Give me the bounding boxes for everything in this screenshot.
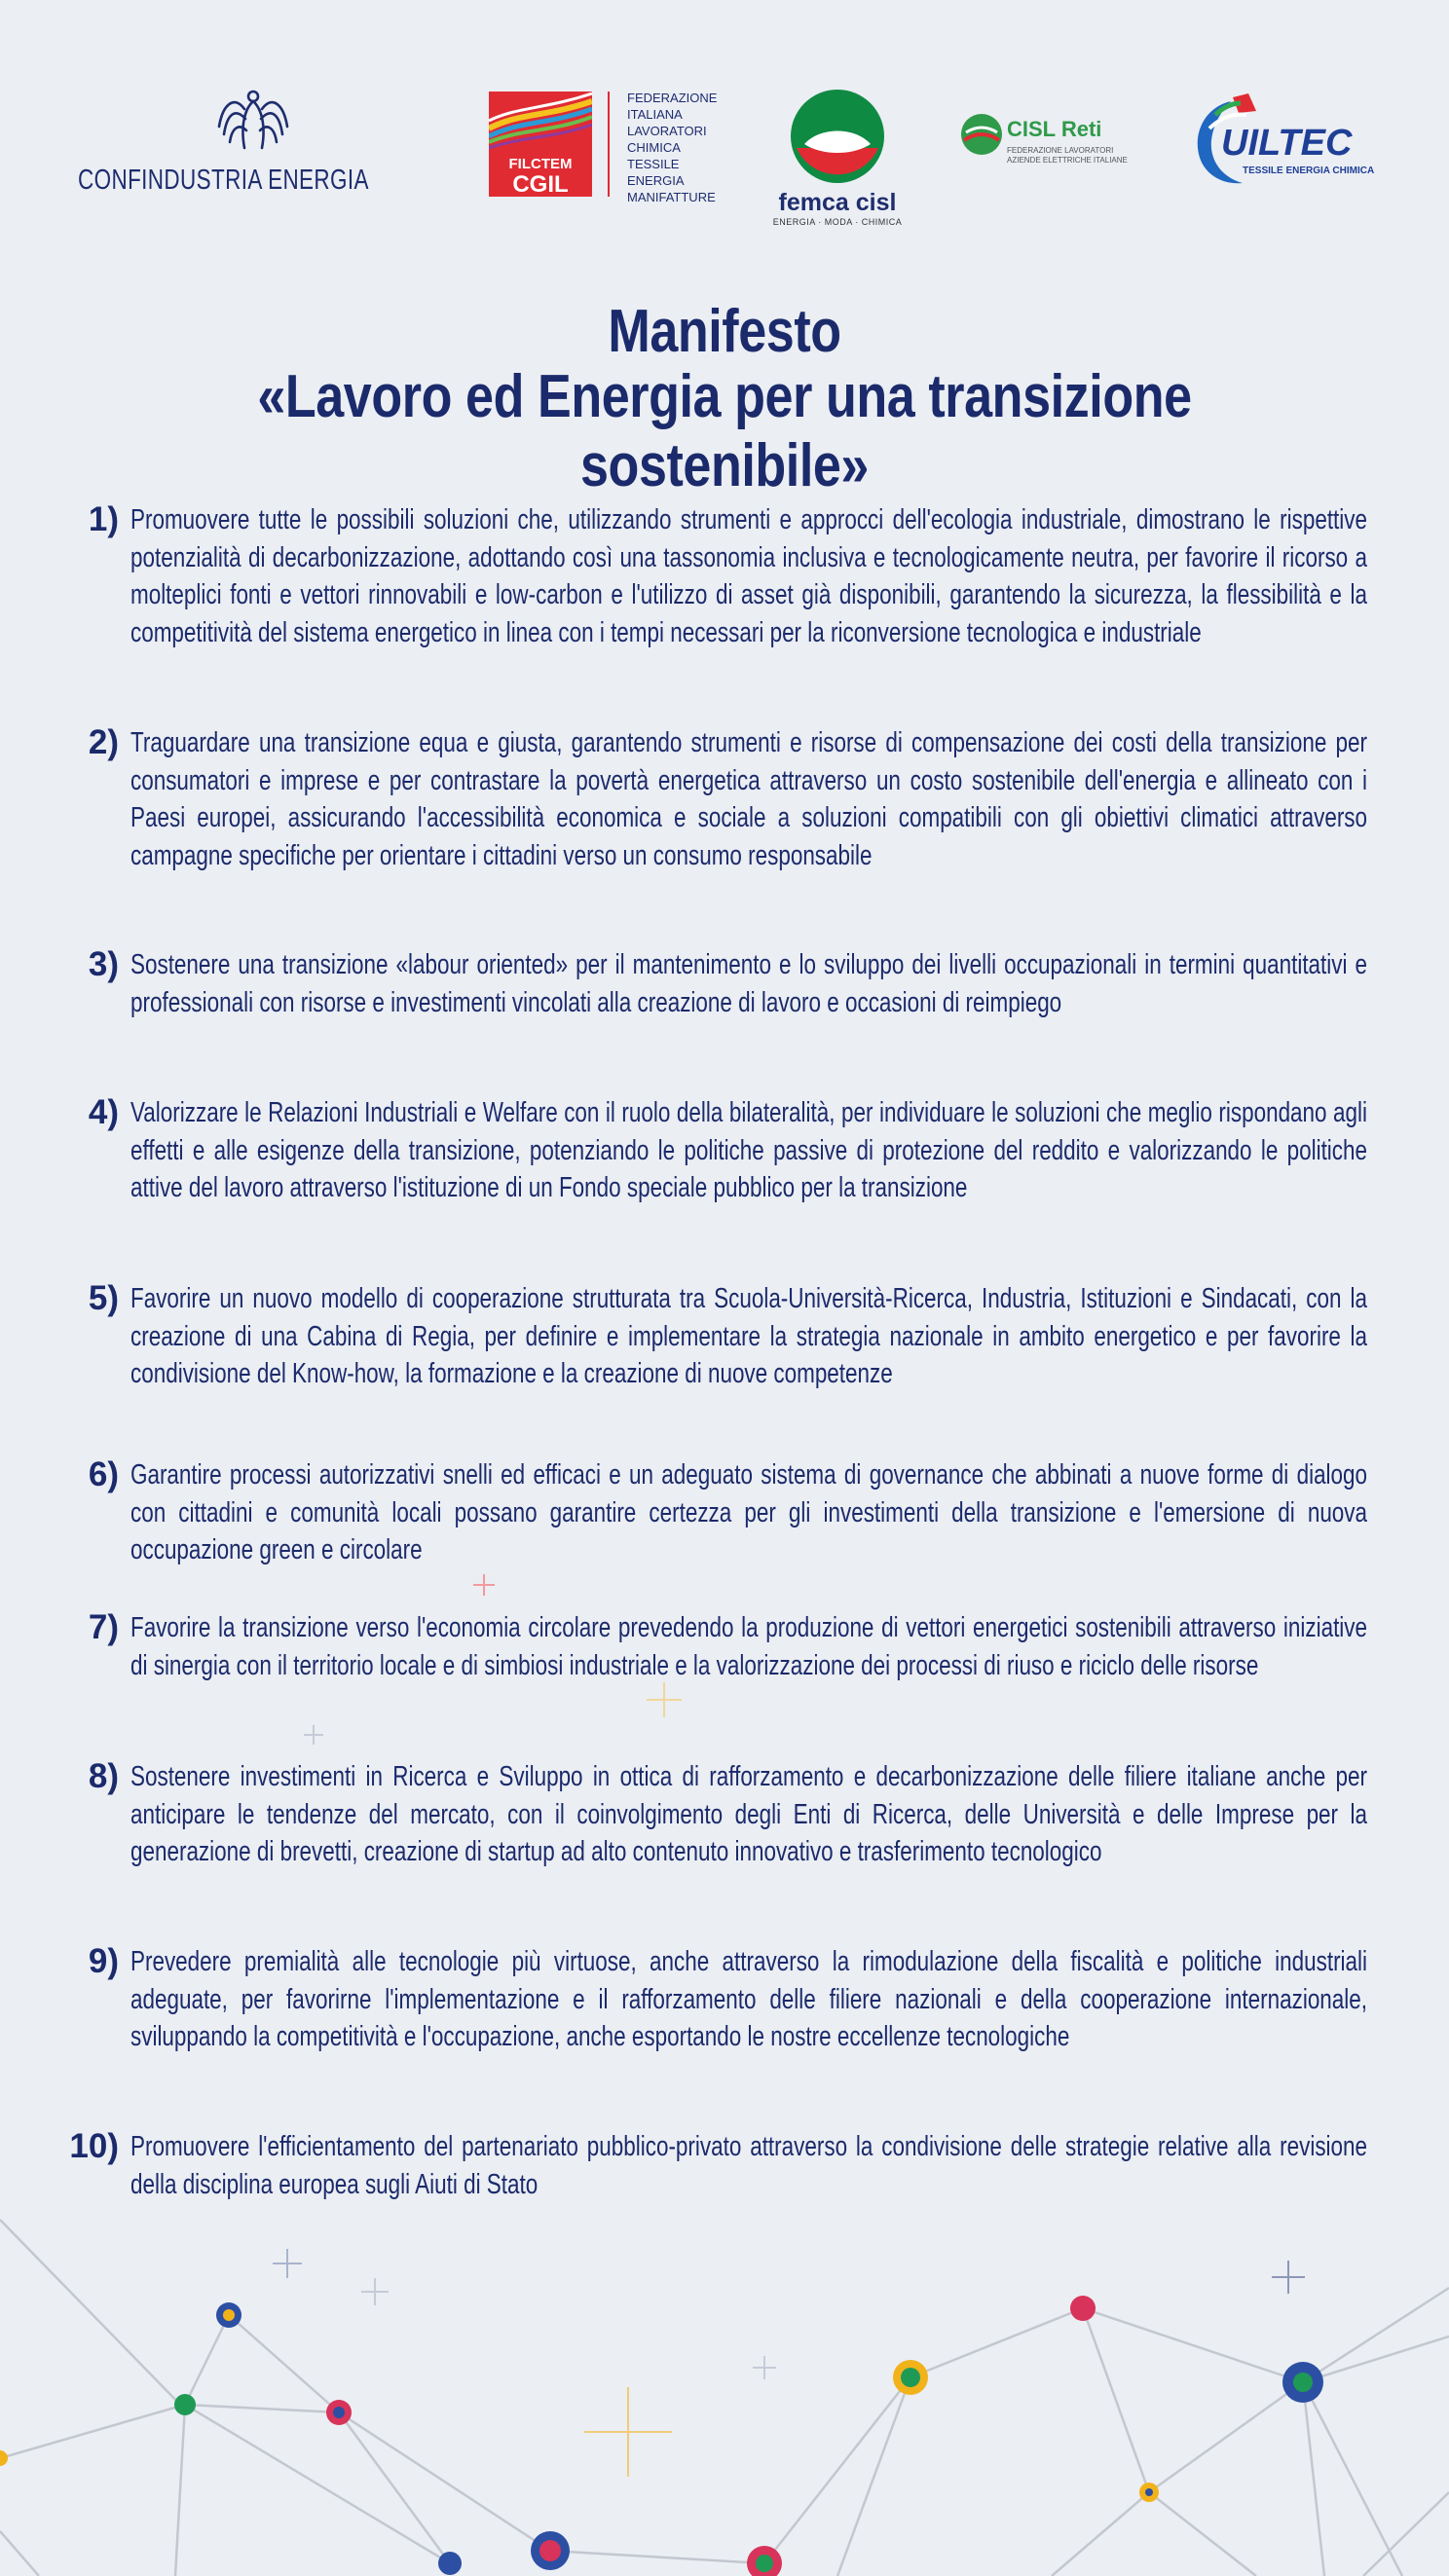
- item-text: Favorire la transizione verso l'economia circolare prevedendo la produzione di vettori energetici sostenibili attraverso iniziative di sinergia con il territorio locale e di simbiosi industriale e la valorizzazione dei processi di riuso e riciclo delle risorse: [130, 1612, 1368, 1681]
- filctem-federation-lines: [627, 90, 717, 205]
- item-number: 1): [88, 500, 119, 538]
- item-text: Promuovere tutte le possibili soluzioni che, utilizzando strumenti e approcci dell'ecologia industriale, dimostrano le rispettive potenzialità di decarbonizzazione, adottando così una tassonomia inclusiva e tecnologicamente neutra, per favorire il ricorso a molteplici fonti e vettori rinnovabili e low-carbon e l'utilizzo di asset già disponibili, garantendo la sicurezza, la flessibilità e la competitività del sistema energetico in linea con i tempi necessari per la riconversione tecnologica e industriale: [130, 504, 1368, 648]
- uiltec-name: UILTEC: [1221, 123, 1353, 164]
- filctem-line: LAVORATORI: [627, 124, 707, 138]
- filctem-line: MANIFATTURE: [627, 190, 716, 204]
- flaei-badge-icon: [960, 113, 1003, 156]
- cgil-label: CGIL: [512, 171, 569, 197]
- item-text: Favorire un nuovo modello di cooperazione strutturata tra Scuola-Università-Ricerca, Industria, Istituzioni e Sindacati, con la creazione di una Cabina di Regia, per definire e implementare la strategia nazionale in ambito energetico e per favorire la condivisione del Know-how, la formazione e la creazione di nuove competenze: [130, 1283, 1368, 1389]
- item-text: Traguardare una transizione equa e giusta, garantendo strumenti e risorse di compensazione dei costi della transizione per consumatori e imprese e per contrastare la povertà energetica attraverso un costo sostenibile dell'energia e allineato con i Paesi europei, assicurando l'accessibilità economica e sociale a soluzioni compatibili con gli obiettivi climatici attraverso campagne specifiche per orientare i cittadini verso un consumo responsabile: [130, 727, 1368, 871]
- item-number: 10): [69, 2127, 119, 2165]
- filctem-label: FILCTEM: [508, 156, 573, 172]
- uiltec-logo: [1188, 93, 1383, 201]
- femca-cisl-logo: [769, 88, 906, 234]
- title-line-2: «Lavoro ed Energia per una transizione sostenibile»: [257, 363, 1192, 499]
- item-text: Garantire processi autorizzativi snelli ed efficaci e un adeguato sistema di governance che abbinati a nuove forme di dialogo con cittadini e comunità locali possano garantire certezza per gli investimenti della transizione e l'emersione di nuova occupazione green e circolare: [130, 1459, 1368, 1565]
- cisl-reti-sub: [1007, 146, 1128, 166]
- logos-row: [0, 68, 1449, 243]
- item-number: 5): [88, 1279, 119, 1317]
- cisl-reti-sub-line: AZIENDE ELETTRICHE ITALIANE: [1007, 156, 1128, 165]
- cisl-reti-sub-line: FEDERAZIONE LAVORATORI: [1007, 146, 1114, 155]
- item-text: Valorizzare le Relazioni Industriali e Welfare con il ruolo della bilateralità, per individuare le soluzioni che meglio rispondano agli effetti e alle esigenze della transizione, potenziando le politiche passive di protezione del reddito e valorizzando le politiche attive del lavoro attraverso l'istituzione di un Fondo speciale pubblico per la transizione: [130, 1097, 1368, 1203]
- item-number: 7): [88, 1608, 119, 1646]
- confindustria-energia-logo: [78, 88, 428, 204]
- femca-sub: ENERGIA · MODA · CHIMICA: [772, 217, 903, 227]
- item-text: Prevedere premialità alle tecnologie più virtuose, anche attraverso la rimodulazione della fiscalità e politiche industriali adeguate, per favorirne l'implementazione e il rafforzamento delle filiere nazionali e della cooperazione internazionale, sviluppando la competitività e l'occupazione, anche esportando le nostre eccellenze tecnologiche: [130, 1946, 1368, 2052]
- filctem-cgil-logo: [489, 92, 742, 208]
- filctem-line: ITALIANA: [627, 107, 683, 122]
- item-text: Sostenere una transizione «labour oriented» per il mantenimento e lo sviluppo dei livelli occupazionali in termini quantitativi e professionali con risorse e investimenti vincolati alla creazione di lavoro e occasioni di reimpiego: [130, 949, 1368, 1018]
- filctem-line: CHIMICA: [627, 140, 681, 155]
- uiltec-sub: TESSILE ENERGIA CHIMICA: [1243, 166, 1375, 176]
- femca-name: femca cisl: [778, 189, 897, 216]
- item-number: 4): [88, 1093, 119, 1131]
- filctem-divider: [608, 92, 610, 197]
- item-text: Sostenere investimenti in Ricerca e Sviluppo in ottica di rafforzamento e decarbonizzazione delle filiere italiane anche per anticipare le tendenze del mercato, con il coinvolgimento degli Enti di Ricerca, delle Università e delle Imprese per la generazione di brevetti, creazione di startup ad alto contenuto innovativo e trasferimento tecnologico: [130, 1761, 1368, 1867]
- item-number: 6): [88, 1455, 119, 1493]
- item-text: Promuovere l'efficientamento del partenariato pubblico-privato attraverso la condivisione delle strategie relative alla revisione della disciplina europea sugli Aiuti di Stato: [130, 2131, 1368, 2200]
- filctem-line: ENERGIA: [627, 173, 685, 188]
- item-number: 9): [88, 1942, 119, 1980]
- item-number: 3): [88, 945, 119, 983]
- cisl-reti-logo: [960, 117, 1128, 175]
- femca-circle-icon: [789, 88, 886, 185]
- filctem-line: FEDERAZIONE: [627, 91, 718, 105]
- filctem-line: TESSILE: [627, 157, 680, 171]
- title-line-1: Manifesto: [608, 298, 841, 365]
- item-number: 2): [88, 723, 119, 761]
- filctem-box: [489, 92, 592, 197]
- item-number: 8): [88, 1757, 119, 1795]
- confindustria-name: CONFINDUSTRIA ENERGIA: [78, 165, 369, 196]
- flag-stripes-icon: [489, 92, 592, 154]
- eagle-icon: [215, 88, 291, 156]
- cisl-reti-name: CISL Reti: [1007, 117, 1102, 141]
